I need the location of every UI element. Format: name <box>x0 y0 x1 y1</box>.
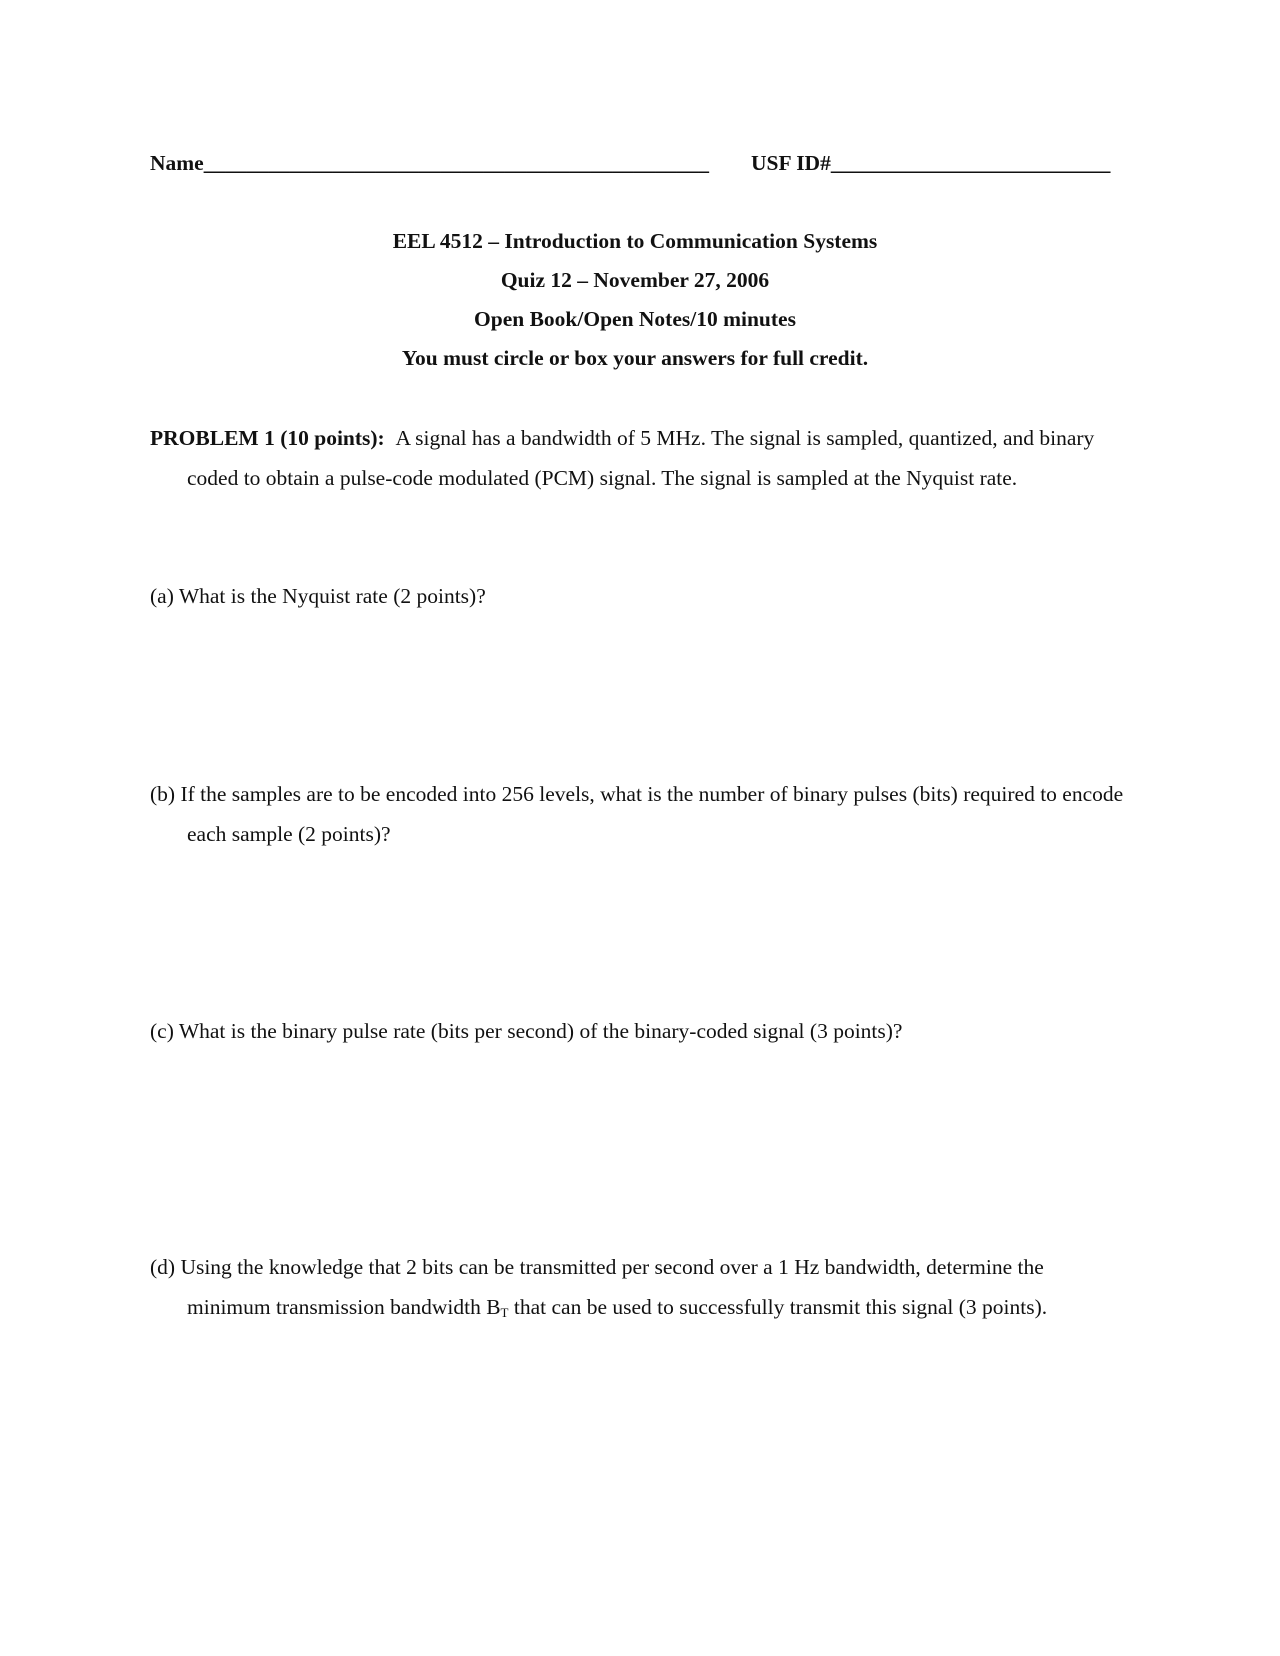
quiz-title: Quiz 12 – November 27, 2006 <box>500 268 770 292</box>
name-label: Name <box>150 151 204 175</box>
problem-label: PROBLEM 1 (10 points): <box>150 426 385 450</box>
question-d <box>150 1248 1130 1332</box>
name-blank: _______________________________________________ <box>203 151 709 175</box>
question-d-text-start: (d) Using the knowledge that 2 bits can be transmitted per second over a 1 Hz bandwidth, determine the minimum transmission bandwidth B <box>150 1255 1044 1319</box>
quiz-rules: Open Book/Open Notes/10 minutes <box>474 307 796 331</box>
problem-statement <box>150 419 1130 498</box>
usf-id-field <box>751 149 1110 177</box>
name-field <box>150 149 709 177</box>
question-d-subscript: T <box>500 1304 509 1320</box>
question-d-text-end: that can be used to successfully transmit this signal (3 points). <box>508 1294 1048 1319</box>
question-c: (c) What is the binary pulse rate (bits per second) of the binary-coded signal (3 points)? <box>150 1019 903 1043</box>
usf-id-label: USF ID# <box>751 151 831 175</box>
question-a: (a) What is the Nyquist rate (2 points)? <box>150 584 486 608</box>
quiz-instruction: You must circle or box your answers for full credit. <box>401 346 869 370</box>
course-title: EEL 4512 – Introduction to Communication Systems <box>392 229 878 253</box>
problem-text: A signal has a bandwidth of 5 MHz. The signal is sampled, quantized, and binary coded to obtain a pulse-code modulated (PCM) signal. The signal is sampled at the Nyquist rate. <box>187 426 1095 490</box>
usf-id-blank: __________________________ <box>830 151 1111 175</box>
question-b: (b) If the samples are to be encoded into 256 levels, what is the number of binary pulses (bits) required to encode each sample (2 points)? <box>150 782 1124 846</box>
